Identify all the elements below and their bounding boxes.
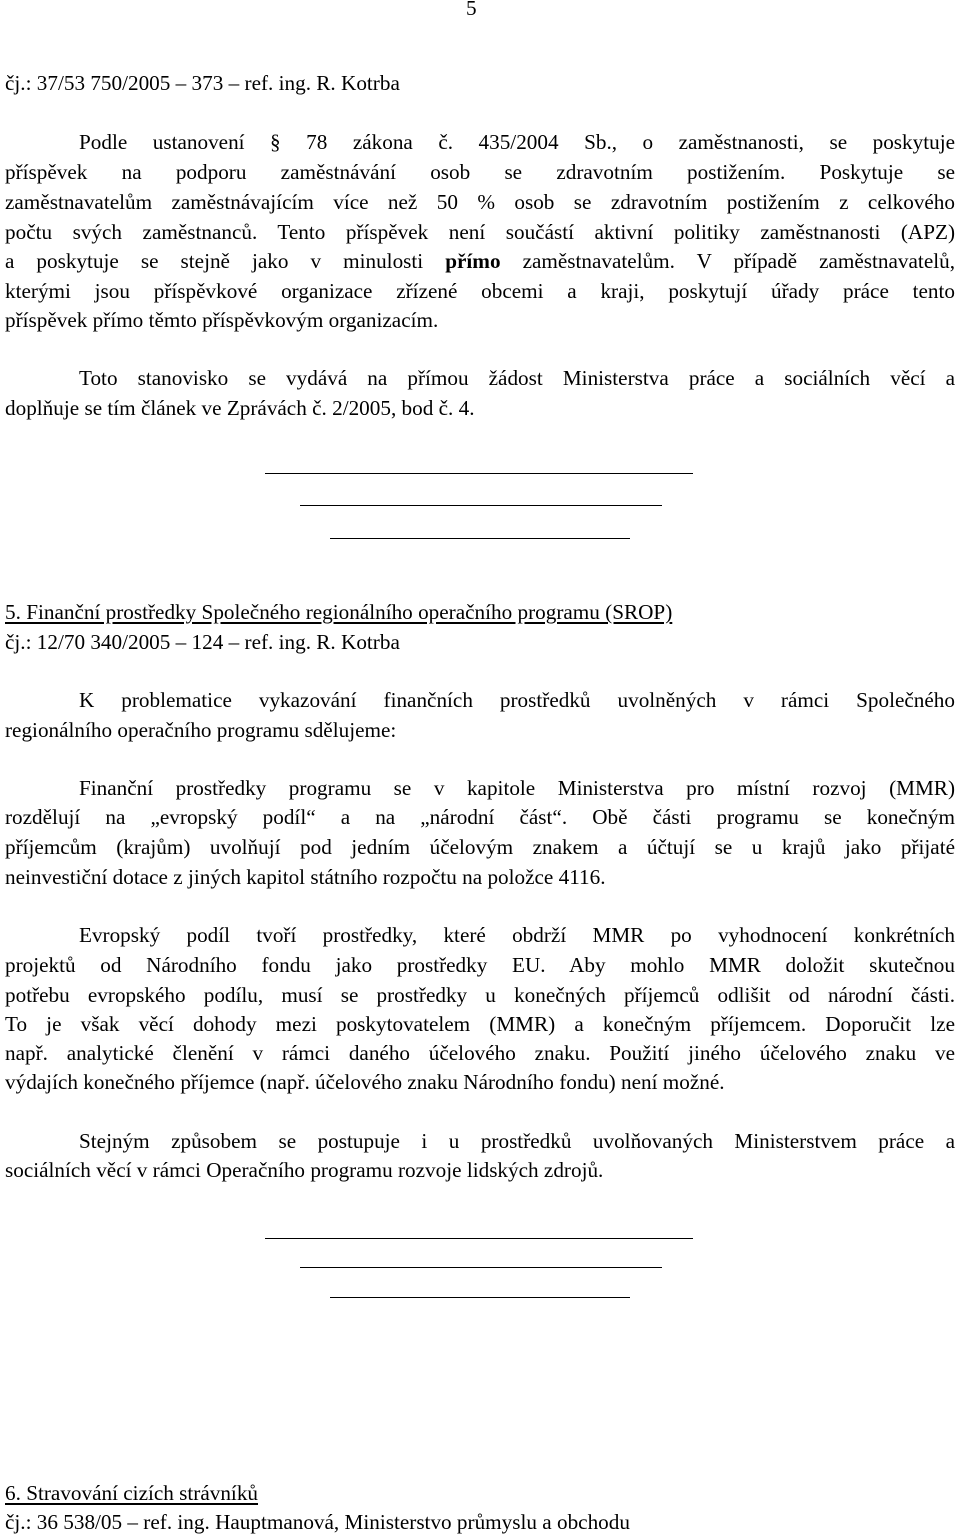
separator-rule bbox=[330, 538, 630, 539]
separator-rule bbox=[300, 505, 662, 506]
text-line: K problematice vykazování finančních prostředků uvolněných v rámci Společného bbox=[79, 688, 955, 712]
text-line: Podle ustanovení § 78 zákona č. 435/2004 Sb., o zaměstnanosti, se poskytuje bbox=[79, 130, 955, 154]
text-line: zaměstnavatelům zaměstnávajícím více než 50 % osob se zdravotním postižením z celkového bbox=[5, 190, 955, 214]
text-line: příspěvek přímo těmto příspěvkovým organizacím. bbox=[5, 308, 439, 332]
text-line: neinvestiční dotace z jiných kapitol státního rozpočtu na položce 4116. bbox=[5, 865, 606, 889]
text-line: Stejným způsobem se postupuje i u prostředků uvolňovaných Ministerstvem práce a bbox=[79, 1129, 955, 1153]
section-heading: 6. Stravování cizích strávníků bbox=[5, 1481, 259, 1505]
reference-number: čj.: 36 538/05 – ref. ing. Hauptmanová, Ministerstvo průmyslu a obchodu bbox=[5, 1510, 630, 1534]
reference-number: čj.: 12/70 340/2005 – 124 – ref. ing. R. Kotrba bbox=[5, 630, 400, 654]
section-heading: 5. Finanční prostředky Společného regionálního operačního programu (SROP) bbox=[5, 600, 673, 624]
text-line: příjemcům (krajům) uvolňují pod jedním účelovým znakem a účtují se u krajů jako přijaté bbox=[5, 835, 955, 859]
text-line: rozdělují na „evropský podíl“ a na „národní část“. Obě části programu se konečným bbox=[5, 805, 955, 829]
text-line: potřebu evropského podílu, musí se prostředky u konečných příjemců odlišit od národní části. bbox=[5, 983, 955, 1007]
text-line: projektů od Národního fondu jako prostředky EU. Aby mohlo MMR doložit skutečnou bbox=[5, 953, 955, 977]
text-line: např. analytické členění v rámci daného účelového znaku. Použití jiného účelového znaku ve bbox=[5, 1041, 955, 1065]
text-line: sociálních věcí v rámci Operačního programu rozvoje lidských zdrojů. bbox=[5, 1158, 604, 1182]
text-line: Finanční prostředky programu se v kapitole Ministerstva pro místní rozvoj (MMR) bbox=[79, 776, 955, 800]
text-line: příspěvek na podporu zaměstnávání osob se zdravotním postižením. Poskytuje se bbox=[5, 160, 955, 184]
text-line: doplňuje se tím článek ve Zprávách č. 2/2005, bod č. 4. bbox=[5, 396, 475, 420]
text-line: počtu svých zaměstnanců. Tento příspěvek není součástí aktivní politiky zaměstnanosti (APZ) bbox=[5, 220, 955, 244]
text-line: To je však věcí dohody mezi poskytovatelem (MMR) a konečným příjemcem. Doporučit lze bbox=[5, 1012, 955, 1036]
text-line: a poskytuje se stejně jako v minulosti přímo zaměstnavatelům. V případě zaměstnavatelů, bbox=[5, 249, 955, 273]
reference-number: čj.: 37/53 750/2005 – 373 – ref. ing. R. Kotrba bbox=[5, 71, 400, 95]
emphasis-text: přímo bbox=[445, 249, 501, 273]
text-line: kterými jsou příspěvkové organizace zřízené obcemi a kraji, poskytují úřady práce tento bbox=[5, 279, 955, 303]
text-line: regionálního operačního programu sdělujeme: bbox=[5, 718, 397, 742]
separator-rule bbox=[265, 1238, 693, 1239]
separator-rule bbox=[330, 1297, 630, 1298]
page-number: 5 bbox=[466, 0, 477, 20]
separator-rule bbox=[300, 1267, 662, 1268]
text-line: výdajích konečného příjemce (např. účelového znaku Národního fondu) není možné. bbox=[5, 1070, 725, 1094]
separator-rule bbox=[265, 473, 693, 474]
text-line: Toto stanovisko se vydává na přímou žádost Ministerstva práce a sociálních věcí a bbox=[79, 366, 955, 390]
text-line: Evropský podíl tvoří prostředky, které obdrží MMR po vyhodnocení konkrétních bbox=[79, 923, 955, 947]
